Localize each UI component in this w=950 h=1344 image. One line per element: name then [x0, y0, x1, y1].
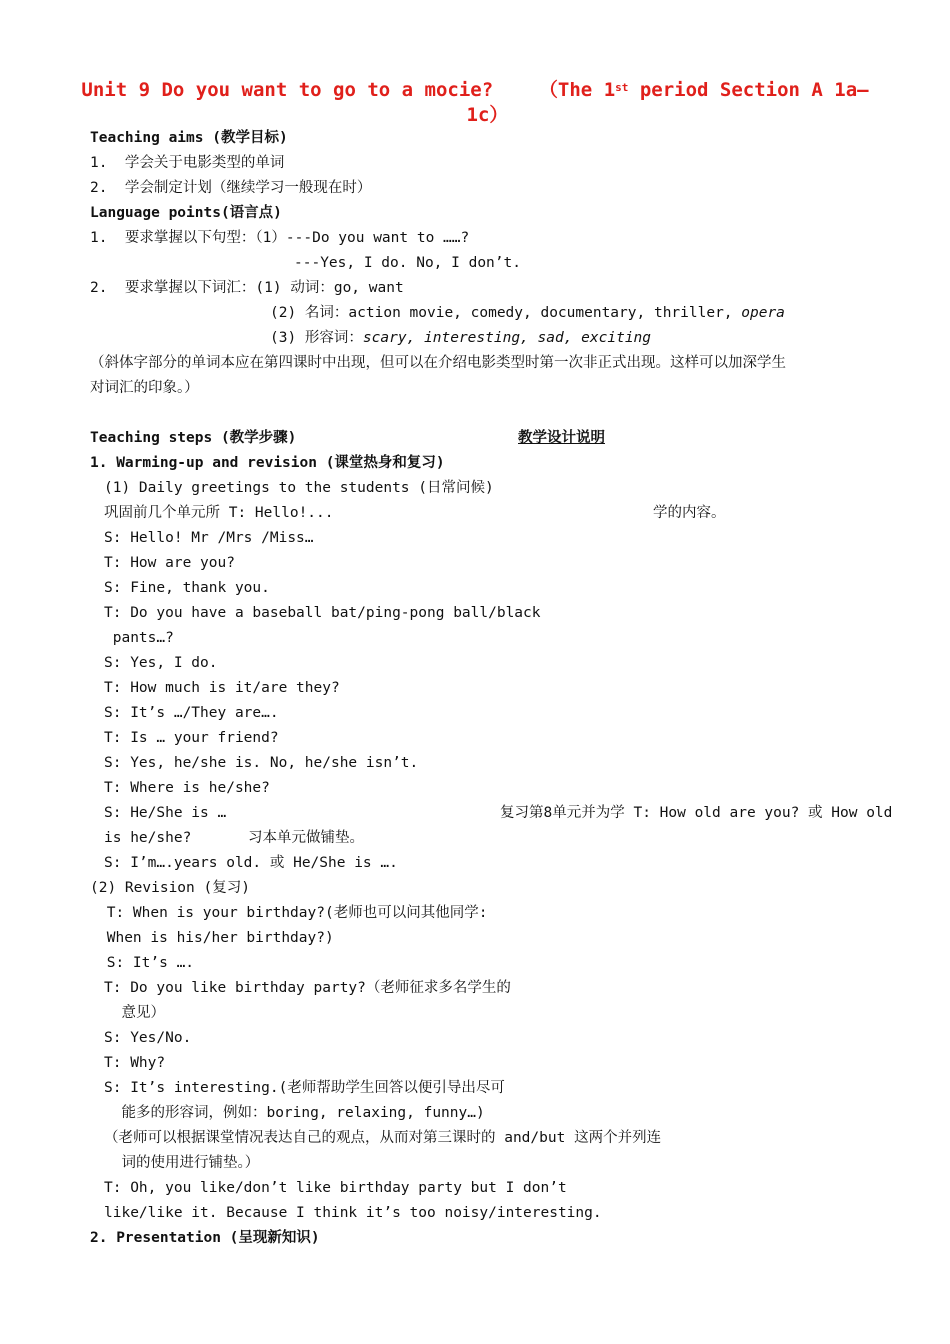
daily-greetings-line: (1) Daily greetings to the students (日常问候) — [104, 480, 494, 496]
dialogue-line: T: How much is it/are they? — [104, 680, 340, 696]
step-1-heading: 1. Warming-up and revision (课堂热身和复习) — [90, 455, 445, 471]
revision-line: T: Oh, you like/don’t like birthday party but I don’t — [104, 1180, 567, 1196]
dialogue-line: T: Where is he/she? — [104, 780, 270, 796]
note-line-1: （斜体字部分的单词本应在第四课时中出现，但可以在介绍电影类型时第一次非正式出现。这样可以加深学生 — [90, 355, 786, 371]
revision-line: T: When is your birthday?(老师也可以问其他同学: — [98, 905, 488, 921]
revision-line: T: Do you like birthday party?（老师征求多名学生的 — [104, 980, 511, 996]
adjectives-italic: scary, interesting, sad, exciting — [362, 330, 652, 346]
title-superscript: st — [615, 81, 629, 94]
dialogue-line: S: Hello! Mr /Mrs /Miss… — [104, 530, 314, 546]
design-note-prepare: 习本单元做铺垫。 — [248, 830, 364, 846]
revision-line: T: Why? — [104, 1055, 166, 1071]
language-line-4 — [270, 301, 785, 326]
document-title-line1 — [0, 76, 950, 104]
dialogue-hello: 巩固前几个单元所 T: Hello!... — [104, 505, 334, 521]
dialogue-line: S: Yes, he/she is. No, he/she isn’t. — [104, 755, 419, 771]
dialogue-line: pants…? — [104, 630, 174, 646]
revision-line: 词的使用进行铺垫。） — [104, 1155, 260, 1171]
revision-line: like/like it. Because I think it’s too noisy/interesting. — [104, 1205, 602, 1221]
adjectives-label: (3) 形容词： — [270, 330, 363, 346]
revision-line: S: It’s …. — [98, 955, 195, 971]
dialogue-he-she-is: S: He/She is … — [104, 805, 227, 821]
step-2-heading: 2. Presentation (呈现新知识) — [90, 1230, 320, 1246]
dialogue-line: T: Is … your friend? — [104, 730, 279, 746]
nouns-italic: opera — [741, 305, 785, 321]
dialogue-line: S: Fine, thank you. — [104, 580, 270, 596]
language-line-3: 2. 要求掌握以下词汇：(1) 动词：go, want — [90, 280, 404, 296]
dialogue-line: T: How are you? — [104, 555, 235, 571]
design-note-unit8: 复习第8单元并为学 T: How old are you? 或 How old — [500, 805, 893, 821]
language-line-1: 1. 要求掌握以下句型：（1）---Do you want to ……? — [90, 230, 470, 246]
nouns-text: (2) 名词：action movie, comedy, documentary, thriller, — [270, 305, 742, 321]
teaching-steps-heading: Teaching steps (教学步骤) — [90, 430, 297, 446]
language-points-heading: Language points(语言点) — [90, 205, 282, 221]
title-text-a: Unit 9 Do you want to go to a mocie? （The 1 — [81, 79, 616, 101]
revision-line: S: Yes/No. — [104, 1030, 192, 1046]
revision-line: When is his/her birthday?) — [98, 930, 334, 946]
dialogue-years-old: S: I’m….years old. 或 He/She is …. — [104, 855, 398, 871]
note-line-2: 对词汇的印象。） — [90, 380, 199, 396]
dialogue-line: T: Do you have a baseball bat/ping-pong ball/black — [104, 605, 541, 621]
dialogue-is-he-she: is he/she? — [104, 830, 192, 846]
teaching-aims-heading: Teaching aims (教学目标) — [90, 130, 288, 146]
aim-item-1: 1. 学会关于电影类型的单词 — [90, 155, 285, 171]
revision-line: 意见） — [104, 1005, 165, 1021]
aim-item-2: 2. 学会制定计划（继续学习一般现在时） — [90, 180, 372, 196]
language-line-5 — [270, 326, 651, 351]
dialogue-line: S: It’s …/They are…. — [104, 705, 279, 721]
revision-line: S: It’s interesting.(老师帮助学生回答以便引导出尽可 — [104, 1080, 505, 1096]
dialogue-line: S: Yes, I do. — [104, 655, 218, 671]
design-notes-heading: 教学设计说明 — [518, 430, 605, 446]
revision-heading: (2) Revision (复习) — [90, 880, 250, 896]
language-line-2: ---Yes, I do. No, I don’t. — [294, 255, 521, 271]
title-text-b: period Section A 1a— — [628, 79, 869, 101]
revision-line: （老师可以根据课堂情况表达自己的观点，从而对第三课时的 and/but 这两个并列连 — [104, 1130, 662, 1146]
revision-line: 能多的形容词，例如：boring, relaxing, funny…) — [104, 1105, 485, 1121]
design-note-review-end: 学的内容。 — [653, 505, 726, 521]
document-title-line2: 1c） — [466, 104, 509, 126]
